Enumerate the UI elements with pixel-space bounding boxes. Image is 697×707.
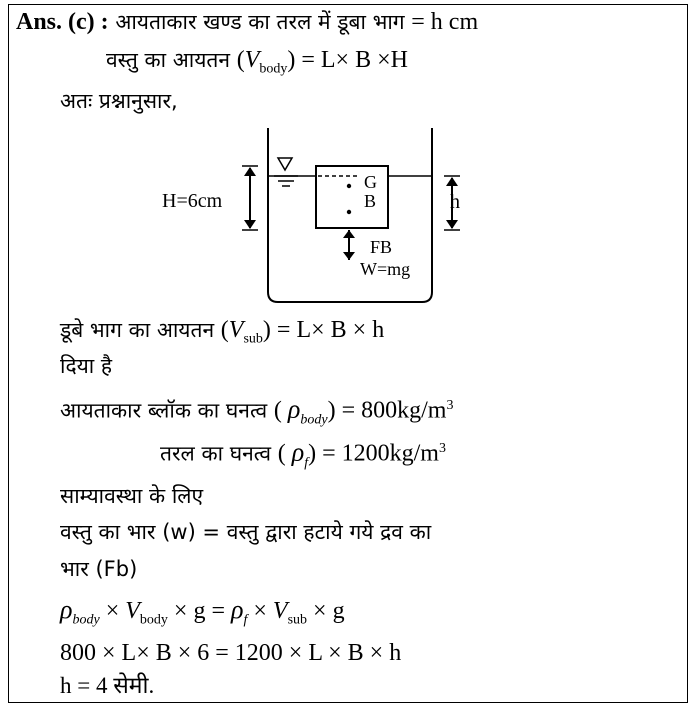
- label-h: h: [450, 191, 460, 213]
- answer-line-4: डूबे भाग का आयतन $(V_{sub}) = L\times B \times h$: [60, 317, 385, 347]
- answer-line-11: $\rho_{body} \times V_{body} \times g = \rho_f \times V_{sub} \times g$: [60, 595, 345, 628]
- answer-line-7: तरल का घनत्व ( $\rho_f) = 1200kg/m^3$: [160, 437, 446, 471]
- answer-line-3: अतः प्रश्नानुसार,: [60, 89, 178, 113]
- label-H: H=6cm: [162, 190, 223, 212]
- answer-label: Ans. (c) :: [16, 9, 109, 35]
- height-H-arrow: [242, 166, 258, 230]
- answer-line-9: वस्तु का भार (w) = वस्तु द्वारा हटाये गये द्रव का: [60, 520, 432, 544]
- label-G: G: [364, 172, 377, 192]
- floating-block-diagram: [150, 120, 460, 310]
- answer-line-13: h = 4 सेमी.: [60, 673, 155, 698]
- free-surface-icon: [274, 158, 298, 186]
- answer-line-10: भार (Fb): [60, 557, 138, 581]
- answer-line-6: आयताकार ब्लॉक का घनत्व ( $\rho_{body}) = 800kg/m^3$: [60, 394, 454, 428]
- answer-line-12: 800 × L× B × 6 = 1200 × L × B × h: [60, 640, 402, 666]
- label-B: B: [364, 191, 377, 211]
- answer-line-8: साम्यावस्था के लिए: [60, 484, 204, 508]
- label-FB: FB: [370, 237, 393, 257]
- answer-line-5: दिया है: [60, 354, 113, 378]
- force-arrow: [343, 230, 355, 260]
- label-W: W=mg: [360, 259, 411, 279]
- answer-line-2: वस्तु का आयतन $(V_{body}) = L\times B \times H$: [106, 47, 408, 77]
- answer-line-1: Ans. (c) : आयताकार खण्ड का तरल में डूबा भाग = h cm: [16, 9, 479, 35]
